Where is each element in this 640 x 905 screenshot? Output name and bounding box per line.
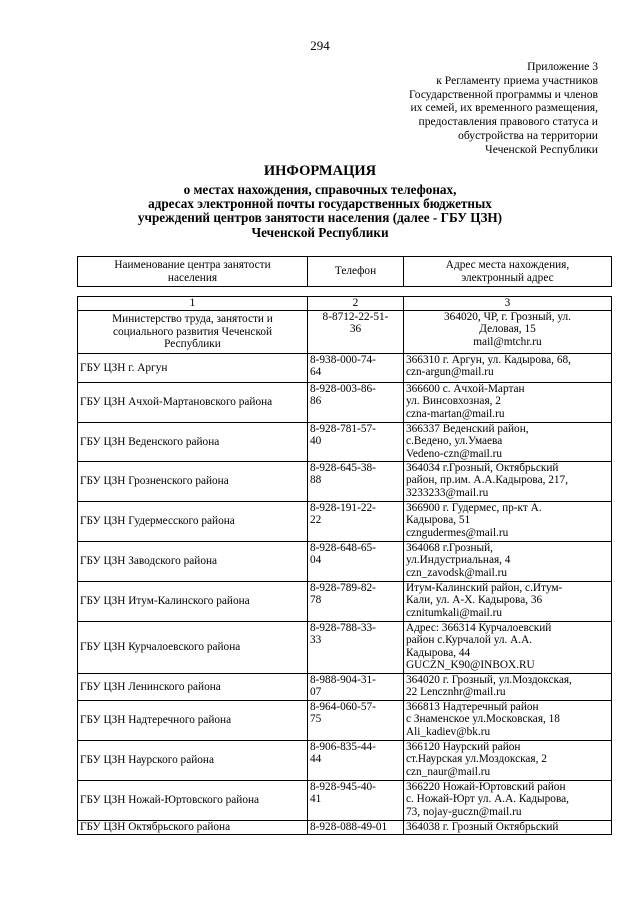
center-phone-line: 8-938-000-74-	[310, 354, 376, 366]
center-address-line: ул.Индустриальная, 4	[406, 554, 511, 567]
subtitle-line: адресах электронной почты государственных бюджетных	[148, 196, 492, 212]
center-phone-line: 41	[310, 793, 322, 806]
header-address-line: электронный адрес	[461, 271, 554, 284]
center-address	[404, 462, 612, 502]
center-address-line: 366900 г. Гудермес, пр-кт А.	[406, 502, 542, 514]
center-address-line: Итум-Калинский район, с.Итум-	[406, 582, 563, 594]
table-row	[78, 311, 612, 354]
center-name-line: ГБУ ЦЗН Заводского района	[80, 555, 218, 568]
center-phone	[308, 542, 404, 582]
centers-table-body	[78, 297, 612, 835]
table-row	[78, 354, 612, 383]
center-address-line: 366220 Ножай-Юртовский район	[406, 781, 566, 793]
center-address-line: czn-argun@mail.ru	[406, 366, 494, 379]
center-name-line: ГБУ ЦЗН Веденского района	[80, 435, 220, 448]
center-name-line: ГБУ ЦЗН Ножай-Юртовского района	[80, 794, 260, 807]
center-address	[404, 701, 612, 741]
center-phone	[308, 311, 404, 354]
center-phone	[308, 821, 404, 835]
center-address-line: 22 Lencznhr@mail.ru	[406, 686, 506, 699]
center-phone-line: 86	[310, 395, 322, 408]
center-address	[404, 542, 612, 582]
center-name-line: ГБУ ЦЗН Ачхой-Мартановского района	[80, 396, 273, 409]
table-row	[78, 582, 612, 622]
subtitle-line: Чеченской Республики	[251, 224, 389, 240]
center-name-line: ГБУ ЦЗН Итум-Калинского района	[80, 595, 250, 608]
center-name	[78, 423, 308, 462]
center-address-line: 366600 с. Ачхой-Мартан	[406, 383, 525, 395]
center-address-line: 366120 Наурский район	[406, 741, 521, 753]
center-address-line: с. Ножай-Юрт ул. А.А. Кадырова,	[406, 793, 569, 806]
appendix-line: Чеченской Республики	[485, 142, 598, 156]
center-name	[78, 502, 308, 542]
center-phone	[308, 354, 404, 383]
center-phone-line: 8-906-835-44-	[310, 741, 376, 753]
center-phone-line: 64	[310, 366, 322, 379]
center-address-line: GUCZN_K90@INBOX.RU	[406, 659, 535, 672]
header-phone: Телефон	[308, 257, 404, 287]
center-name	[78, 354, 308, 383]
center-address-line: 366310 г. Аргун, ул. Кадырова, 68,	[406, 354, 571, 366]
center-address-line: Кадырова, 44	[406, 646, 471, 659]
center-address-line: ул. Винсовхозная, 2	[406, 395, 501, 408]
center-name	[78, 582, 308, 622]
center-address	[404, 354, 612, 383]
center-address-line: 366337 Веденский район,	[406, 423, 529, 435]
centers-table	[77, 296, 612, 835]
center-address-line: 364034 г.Грозный, Октябрьский	[406, 462, 559, 474]
center-name	[78, 821, 308, 835]
center-address-line: Vedeno-czn@mail.ru	[406, 447, 503, 460]
center-address	[404, 821, 612, 835]
center-address-line: cznitumkali@mail.ru	[406, 606, 503, 619]
center-address-line: Кадырова, 51	[406, 514, 471, 527]
header-address-line: Адрес места нахождения,	[445, 259, 570, 272]
center-address	[404, 423, 612, 462]
center-address-line: 364038 г. Грозный Октябрьский	[406, 821, 559, 833]
center-phone-line: 40	[310, 435, 322, 448]
center-phone-line: 8-8712-22-51-	[322, 311, 389, 323]
center-phone-line: 07	[310, 686, 322, 699]
center-address	[404, 674, 612, 701]
header-address	[404, 257, 612, 287]
center-phone	[308, 781, 404, 821]
center-name	[78, 462, 308, 502]
center-phone-line: 8-928-648-65-	[310, 542, 376, 554]
center-address	[404, 383, 612, 423]
center-name	[78, 741, 308, 781]
center-name-line: ГБУ ЦЗН Октябрьского района	[80, 821, 231, 834]
center-phone-line: 8-928-191-22-	[310, 502, 376, 514]
column-number: 2	[308, 297, 404, 311]
center-address-line: czn_zavodsk@mail.ru	[406, 566, 508, 579]
document-subtitle	[0, 183, 640, 240]
center-address-line: 364068 г.Грозный,	[406, 542, 493, 554]
center-name-line: ГБУ ЦЗН Надтеречного района	[80, 714, 232, 727]
appendix-line: обустройства на территории	[458, 128, 598, 142]
center-phone-line: 44	[310, 753, 322, 766]
center-phone-line: 36	[349, 323, 362, 336]
center-address-line: 3233233@mail.ru	[406, 486, 489, 499]
center-name	[78, 701, 308, 741]
center-phone	[308, 622, 404, 674]
table-header	[77, 256, 612, 287]
center-name	[78, 674, 308, 701]
column-number: 3	[404, 297, 612, 311]
center-address	[404, 502, 612, 542]
center-phone	[308, 383, 404, 423]
center-address	[404, 622, 612, 674]
header-center-name-line: населения	[167, 271, 218, 284]
table-row	[78, 423, 612, 462]
center-address	[404, 781, 612, 821]
column-number-row	[78, 297, 612, 311]
center-name-line: Республики	[164, 338, 221, 351]
table-row	[78, 701, 612, 741]
center-name	[78, 542, 308, 582]
center-phone-line: 8-928-781-57-	[310, 423, 376, 435]
appendix-line: к Регламенту приема участников	[436, 73, 598, 87]
center-phone-line: 22	[310, 514, 322, 527]
center-phone-line: 8-988-904-31-	[310, 674, 376, 686]
table-row	[78, 622, 612, 674]
center-phone	[308, 674, 404, 701]
center-phone-line: 8-928-788-33-	[310, 622, 376, 634]
center-name	[78, 311, 308, 354]
center-phone-line: 33	[310, 634, 322, 647]
center-phone	[308, 582, 404, 622]
center-phone-line: 8-928-645-38-	[310, 462, 376, 474]
center-address-line: Кали, ул. А-Х. Кадырова, 36	[406, 594, 543, 607]
table-row	[78, 502, 612, 542]
table-row	[78, 462, 612, 502]
center-phone-line: 8-928-003-86-	[310, 383, 376, 395]
center-name-line: ГБУ ЦЗН Наурского района	[80, 754, 214, 767]
center-address-line: mail@mtchr.ru	[473, 335, 542, 348]
center-address-line: 73, nojay-guczn@mail.ru	[406, 805, 522, 818]
center-name-line: ГБУ ЦЗН Гудермесского района	[80, 515, 235, 528]
center-address	[404, 582, 612, 622]
appendix-line: Государственной программы и членов	[409, 87, 598, 101]
center-name	[78, 781, 308, 821]
appendix-line: их семей, их временного размещения,	[410, 101, 598, 115]
header-center-name	[78, 257, 308, 287]
center-address-line: район, пр.им. А.А.Кадырова, 217,	[406, 474, 569, 487]
table-row	[78, 821, 612, 835]
document-title: ИНФОРМАЦИЯ	[263, 163, 377, 179]
subtitle-line: о местах нахождения, справочных телефонах,	[183, 182, 457, 197]
center-name-line: ГБУ ЦЗН Ленинского района	[80, 680, 221, 693]
center-name-line: ГБУ ЦЗН Грозненского района	[80, 475, 229, 488]
center-phone	[308, 741, 404, 781]
center-phone-line: 04	[310, 554, 322, 567]
center-address-line: с Знаменское ул.Московская, 18	[406, 713, 560, 726]
page-number: 294	[310, 38, 330, 53]
center-address-line: czna-martan@mail.ru	[406, 407, 505, 420]
table-row	[78, 383, 612, 423]
center-phone	[308, 423, 404, 462]
appendix-line: предоставления правового статуса и	[418, 115, 598, 129]
center-address-line: Ali_kadiev@bk.ru	[406, 725, 491, 738]
center-name-line: ГБУ ЦЗН г. Аргун	[80, 361, 168, 374]
center-address-line: с.Ведено, ул.Умаева	[406, 435, 503, 448]
table-row	[78, 741, 612, 781]
center-phone-line: 8-964-060-57-	[310, 701, 376, 713]
center-address-line: 366813 Надтеречный район	[406, 701, 539, 713]
center-address-line: 364020 г. Грозный, ул.Моздокская,	[406, 674, 572, 686]
center-address-line: czngudermes@mail.ru	[406, 526, 509, 539]
center-address-line: 364020, ЧР, г. Грозный, ул.	[444, 311, 571, 323]
appendix-line: Приложение 3	[527, 60, 598, 73]
center-phone-line: 8-928-088-49-01	[310, 821, 388, 833]
center-phone-line: 88	[310, 474, 322, 487]
header-center-name-line: Наименование центра занятости	[114, 259, 271, 272]
center-address	[404, 311, 612, 354]
center-address-line: Деловая, 15	[479, 323, 536, 336]
center-address-line: czn_naur@mail.ru	[406, 765, 491, 778]
center-address	[404, 741, 612, 781]
center-address-line: ст.Наурская ул.Моздокская, 2	[406, 753, 547, 766]
center-phone	[308, 462, 404, 502]
center-phone-line: 8-928-945-40-	[310, 781, 376, 793]
header-row	[78, 257, 612, 287]
center-phone	[308, 701, 404, 741]
table-row	[78, 781, 612, 821]
center-phone	[308, 502, 404, 542]
center-name	[78, 622, 308, 674]
center-address-line: Адрес: 366314 Курчалоевский	[406, 622, 552, 634]
center-phone-line: 78	[310, 594, 322, 607]
table-row	[78, 674, 612, 701]
center-name-line: социального развития Чеченской	[112, 325, 273, 338]
table-row	[78, 542, 612, 582]
center-name	[78, 383, 308, 423]
center-name-line: Министерство труда, занятости и	[112, 313, 273, 326]
center-phone-line: 8-928-789-82-	[310, 582, 376, 594]
appendix-note	[338, 60, 598, 157]
center-phone-line: 75	[310, 713, 322, 726]
center-name-line: ГБУ ЦЗН Курчалоевского района	[80, 641, 241, 654]
center-address-line: район с.Курчалой ул. А.А.	[406, 634, 533, 647]
column-number: 1	[78, 297, 308, 311]
subtitle-line: учреждений центров занятости населения (далее - ГБУ ЦЗН)	[137, 210, 503, 226]
